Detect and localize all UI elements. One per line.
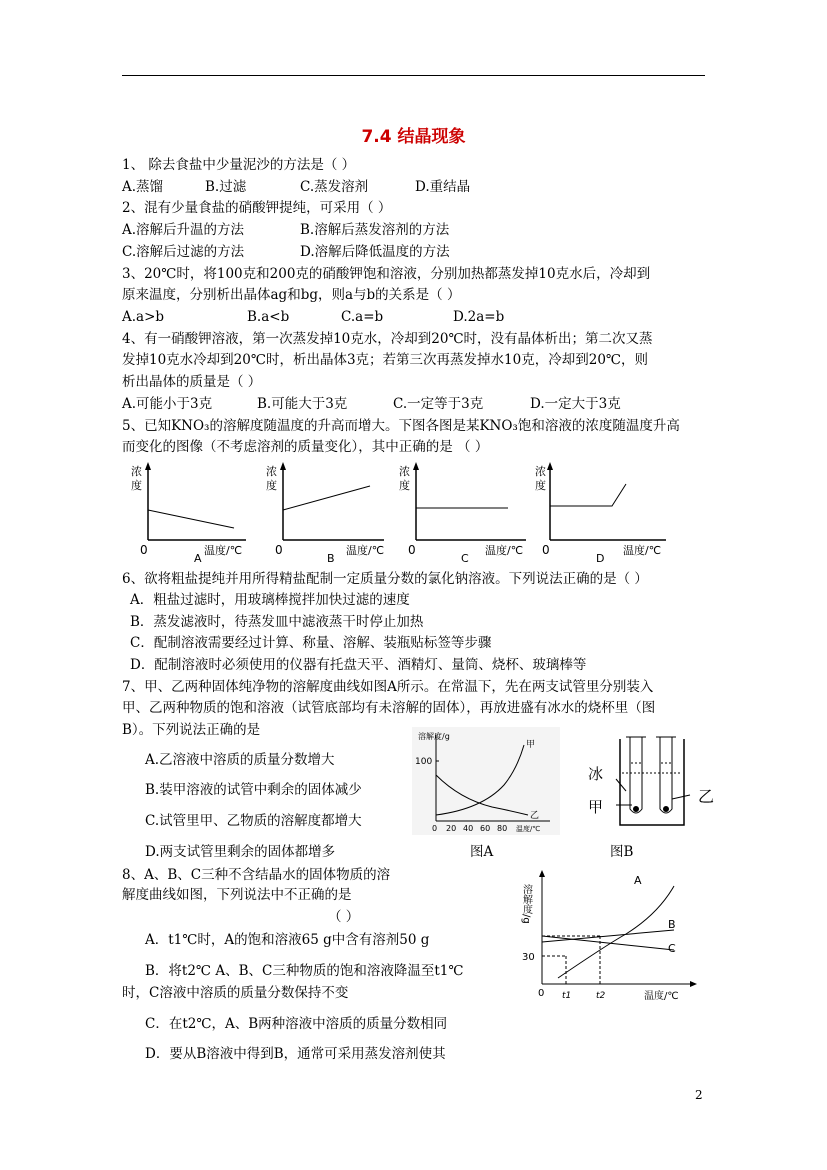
q5-graph-c <box>399 462 526 565</box>
q7-option-d: D.两支试管里剩余的固体都增多 <box>145 844 336 860</box>
q8-graph <box>518 868 698 1008</box>
q2-stem: 2、混有少量食盐的硝酸钾提纯，可采用（ ） <box>122 200 392 216</box>
q5-b-ylabel2: 度 <box>266 479 277 492</box>
q8-xtick-t2: t2 <box>596 991 606 1001</box>
q5-d-ylabel2: 度 <box>535 479 546 492</box>
q5-c-ylabel2: 度 <box>399 479 410 492</box>
q4-option-c: C.一定等于3克 <box>393 396 484 412</box>
q7-figa-xlabel: 温度/℃ <box>516 825 541 833</box>
q5-d-xlabel: 温度/℃ <box>623 544 662 557</box>
q3-option-b: B.a<b <box>247 309 290 325</box>
q1-option-c: C.蒸发溶剂 <box>300 179 369 195</box>
q8-option-b-line2: 时，C溶液中溶质的质量分数保持不变 <box>122 985 349 1001</box>
q8-origin: 0 <box>538 988 545 999</box>
q8-xtick-t1: t1 <box>562 991 572 1001</box>
page-number: 2 <box>695 1088 703 1102</box>
q4-option-d: D.一定大于3克 <box>530 396 621 412</box>
q2-option-b: B.溶解后蒸发溶剂的方法 <box>300 222 450 238</box>
q8-ytick-30: 30 <box>522 952 535 963</box>
q3-line2: 原来温度，分别析出晶体ag和bg，则a与b的关系是（ ） <box>122 287 461 303</box>
q4-option-b: B.可能大于3克 <box>257 396 348 412</box>
q5-line1: 5、已知KNO₃的溶解度随温度的升高而增大。下图各图是某KNO₃饱和溶液的浓度随温度升高 <box>122 418 680 434</box>
q5-d-origin: 0 <box>542 543 550 557</box>
q5-c-xlabel: 温度/℃ <box>485 544 524 557</box>
page-title: 7.4 结晶现象 <box>361 127 466 147</box>
q4-line3: 析出晶体的质量是（ ） <box>122 374 262 390</box>
q8-option-a: A．t1℃时，A的饱和溶液65 g中含有溶剂50 g <box>145 932 430 948</box>
q8-option-d: D．要从B溶液中得到B，通常可采用蒸发溶剂使其 <box>145 1046 446 1062</box>
q7-figa-ytick: 100 <box>415 757 433 767</box>
q8-line2: 解度曲线如图，下列说法中不正确的是 <box>122 887 352 903</box>
q8-ylabel: 溶解度/g <box>520 884 532 924</box>
q8-series-a: A <box>634 874 642 887</box>
q1-stem: 1、 除去食盐中少量泥沙的方法是（ ） <box>122 157 356 173</box>
q5-a-xlabel: 温度/℃ <box>204 544 243 557</box>
q8-series-c: C <box>668 942 676 955</box>
q5-c-origin: 0 <box>408 543 416 557</box>
q8-blank: （ ） <box>328 909 360 925</box>
q1-option-a: A.蒸馏 <box>122 179 164 195</box>
q6-stem: 6、欲将粗盐提纯并用所得精盐配制一定质量分数的氯化钠溶液。下列说法正确的是（ ） <box>122 571 648 587</box>
q5-graph-a <box>131 462 246 565</box>
q7-option-c: C.试管里甲、乙物质的溶解度都增大 <box>145 813 362 829</box>
q7-figa-xtick-20: 20 <box>446 824 457 833</box>
q8-xlabel: 温度/℃ <box>644 991 679 1002</box>
q4-line1: 4、有一硝酸钾溶液，第一次蒸发掉10克水，冷却到20℃时，没有晶体析出；第二次又蒸 <box>122 331 653 347</box>
q7-figa-series-yi: 乙 <box>530 811 540 821</box>
q5-c-ylabel1: 浓 <box>399 465 410 478</box>
q5-c-letter: C <box>461 552 469 565</box>
q5-b-origin: 0 <box>275 543 283 557</box>
q8-line1: 8、A、B、C三种不含结晶水的固体物质的溶 <box>122 867 391 883</box>
q5-graphs <box>118 458 678 566</box>
q4-option-a: A.可能小于3克 <box>122 396 213 412</box>
q7-option-a: A.乙溶液中溶质的质量分数增大 <box>145 752 335 768</box>
q5-b-ylabel1: 浓 <box>266 465 277 478</box>
q8-option-b-line1: B．将t2℃ A、B、C三种物质的饱和溶液降温至t1℃ <box>145 963 464 979</box>
q6-option-b: B．蒸发滤液时，待蒸发皿中滤液蒸干时停止加热 <box>130 614 424 630</box>
q7-line1: 7、甲、乙两种固体纯净物的溶解度曲线如图A所示。在常温下，先在两支试管里分别装入 <box>122 679 654 695</box>
q5-a-ylabel2: 度 <box>131 479 142 492</box>
q2-option-d: D.溶解后降低温度的方法 <box>300 244 450 260</box>
q7-option-b: B.装甲溶液的试管中剩余的固体减少 <box>145 782 362 798</box>
q7-figa-ylabel: 溶解度/g <box>418 732 450 741</box>
q7-figa-xtick-60: 60 <box>480 824 491 833</box>
q5-graph-b <box>266 462 384 565</box>
q5-b-xlabel: 温度/℃ <box>346 544 385 557</box>
q8-series-b: B <box>668 918 676 931</box>
q5-a-origin: 0 <box>140 543 148 557</box>
q5-line2: 而变化的图像（不考虑溶剂的质量变化），其中正确的是 （ ） <box>122 439 489 455</box>
q5-a-ylabel1: 浓 <box>131 465 142 478</box>
q7-line3: B）。下列说法正确的是 <box>122 722 261 738</box>
q3-option-c: C.a=b <box>341 309 384 325</box>
q6-option-c: C．配制溶液需要经过计算、称量、溶解、装瓶贴标签等步骤 <box>130 635 492 651</box>
q7-figure-a <box>412 727 560 835</box>
q7-figa-xtick-80: 80 <box>497 824 508 833</box>
q5-graph-d <box>535 462 666 565</box>
q7-line2: 甲、乙两种物质的饱和溶液（试管底部均有未溶解的固体），再放进盛有冰水的烧杯里（图 <box>122 700 656 716</box>
q6-option-d: D．配制溶液时必须使用的仪器有托盘天平、酒精灯、量筒、烧杯、玻璃棒等 <box>130 657 587 673</box>
q7-figa-caption: 图A <box>470 844 494 860</box>
q7-figb-caption: 图B <box>610 844 634 860</box>
q7-figa-xtick-0: 0 <box>432 824 438 833</box>
q1-option-b: B.过滤 <box>205 179 247 195</box>
header-rule <box>122 75 705 76</box>
q2-option-a: A.溶解后升温的方法 <box>122 222 245 238</box>
q7-figa-series-jia: 甲 <box>526 740 536 750</box>
q5-d-letter: D <box>596 552 605 565</box>
q7-figb-label-ice: 冰 <box>588 765 604 783</box>
q5-d-ylabel1: 浓 <box>535 465 546 478</box>
q6-option-a: A．粗盐过滤时，用玻璃棒搅拌加快过滤的速度 <box>130 592 410 608</box>
q7-figa-xtick-40: 40 <box>463 824 474 833</box>
q3-option-a: A.a>b <box>122 309 165 325</box>
q5-b-letter: B <box>327 552 335 565</box>
q8-option-c: C．在t2℃，A、B两种溶液中溶质的质量分数相同 <box>145 1016 448 1032</box>
q4-line2: 发掉10克水冷却到20℃时，析出晶体3克；若第三次再蒸发掉水10克，冷却到20℃，则 <box>122 352 649 368</box>
q2-option-c: C.溶解后过滤的方法 <box>122 244 245 260</box>
q3-option-d: D.2a=b <box>453 309 505 325</box>
q5-a-letter: A <box>194 552 202 565</box>
q7-figb-label-jia: 甲 <box>588 798 604 816</box>
q3-line1: 3、20℃时，将100克和200克的硝酸钾饱和溶液，分别加热都蒸发掉10克水后，冷却到 <box>122 266 651 282</box>
q1-option-d: D.重结晶 <box>415 179 471 195</box>
q7-figb-label-yi: 乙 <box>698 787 715 806</box>
